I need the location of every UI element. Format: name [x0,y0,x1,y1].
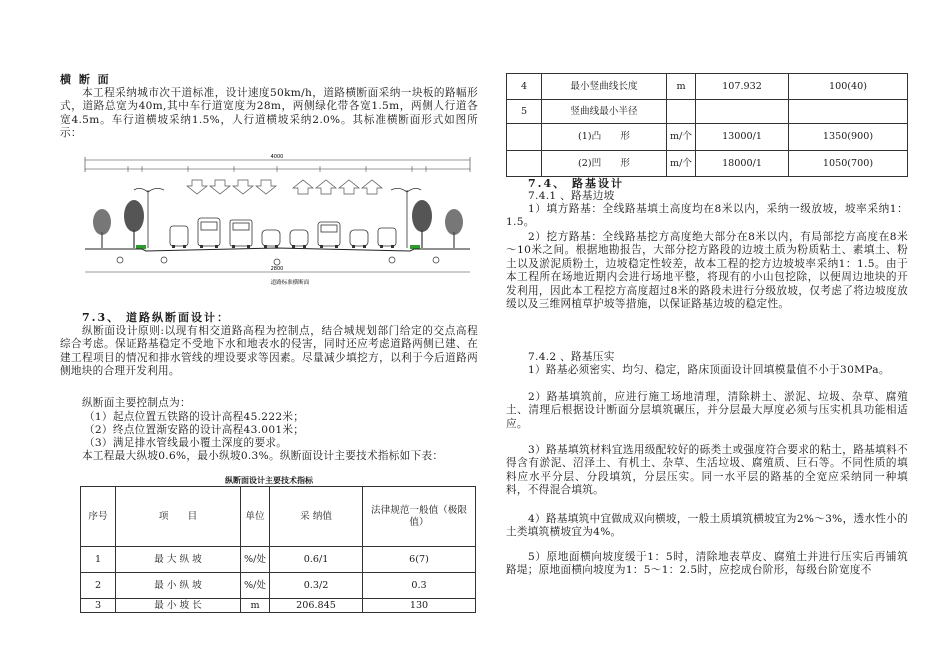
heading-cross-section: 横 断 面 [60,73,111,86]
table-row [507,100,908,124]
tree-left-inner [124,200,144,248]
cell-seq: 1 [81,547,116,573]
profile-criteria-table-part1 [80,486,476,613]
cell-standard: 6(7) [363,547,476,573]
subheading-subgrade-compaction: 7.4.2 、路基压实 [528,351,615,363]
green-belt-left [136,245,146,249]
drain-pipes [117,257,439,265]
cell-adopted: 18000/1 [696,151,789,177]
paragraph-fill-subgrade: 1）填方路基：全线路基填土高度均在8米以内，采纳一级放坡，坡率采纳1：1.5。 [506,203,908,229]
table-row [507,74,908,100]
control-point-1: （1）起点位置五铁路的设计高程45.222米； [84,411,305,423]
control-point-2: （2）终点位置渐安路的设计高程43.001米； [84,424,305,436]
control-points-intro: 纵断面主要控制点为： [82,397,191,409]
control-point-3: （3）满足排水管线最小覆土深度的要求。 [84,437,288,449]
header-standard: 法律规范一般值（极限值） [363,487,476,547]
header-seq: 序号 [81,487,116,547]
cell-standard: 1050(700) [789,151,908,177]
cell-seq: 3 [81,599,116,613]
cell-unit [667,100,696,124]
cell-item: (1)凸 形 [542,124,667,151]
paragraph-compaction-5: 5）原地面横向坡度缓于1：5时，清除地表草皮、腐殖土并进行压实后再铺筑路堤；原地面横向坡度为1：5～1：2.5时，应挖成台阶形，每级台阶宽度不 [506,551,908,577]
table-caption: 纵断面设计主要技术指标 [225,475,313,485]
cell-seq: 4 [507,74,542,100]
cell-standard: 0.3 [363,573,476,599]
paragraph-compaction-3: 3）路基填筑材料宜选用级配较好的砾类土或强度符合要求的粘土，路基填料不得含有淤泥、沼泽土、有机土、杂草、生活垃圾、腐殖质、巨石等。不同性质的填料应水平分层、分段填筑，分层压实。同一水平层的路基的全宽应采纳同一种填料，不得混合填筑。 [506,444,908,497]
cell-adopted: 0.3/2 [270,573,363,599]
cross-section-figure [80,150,475,290]
heading-profile-design: 7.3、 道路纵断面设计： [82,311,230,324]
table-row [81,599,476,613]
paragraph-compaction-4: 4）路基填筑中宜做成双向横坡，一般土质填筑横坡宜为2%～3%，透水性小的土类填筑横坡宜为4%。 [506,513,908,539]
tree-left-outer [93,209,111,248]
heading-subgrade-design: 7.4、 路基设计 [528,177,624,190]
lane-direction-arrows [187,180,382,194]
table-row [507,124,908,151]
cell-adopted: 13000/1 [696,124,789,151]
cell-standard: 130 [363,599,476,613]
cell-unit: m/个 [667,151,696,177]
header-adopted: 采 纳值 [270,487,363,547]
cell-seq [507,124,542,151]
subheading-subgrade-slope: 7.4.1 、路基边坡 [528,190,615,202]
slope-paragraph: 本工程最大纵坡0.6%，最小纵坡0.3%。纵断面设计主要技术指标如下表： [82,450,444,462]
paragraph-compaction-2: 2）路基填筑前，应进行施工场地清理，清除耕土、淤泥、垃圾、杂草、腐殖土、清理后根据设计断面分层填筑碾压，并分层最大厚度必须与压实机具功能相适应。 [506,391,908,430]
paragraph-compaction-1: 1）路基必须密实、均匀、稳定，路床顶面设计回填模量值不小于30MPa。 [528,364,890,376]
cell-adopted [696,100,789,124]
cell-item: 最 小 纵 坡 [116,573,241,599]
total-width-label: 4000 [270,154,284,160]
header-unit: 单位 [241,487,270,547]
cell-unit: m [667,74,696,100]
carriageway-width-label: 2800 [270,266,284,272]
green-belt-right [410,245,420,249]
table-row [81,547,476,573]
profile-criteria-table-part2 [506,73,908,177]
cell-unit: %/处 [241,573,270,599]
table-row [507,151,908,177]
cell-item: 最 小 坡 长 [116,599,241,613]
cell-unit: m/个 [667,124,696,151]
tree-right-inner [412,200,432,248]
header-item: 项 目 [116,487,241,547]
cell-adopted: 0.6/1 [270,547,363,573]
figure-caption: 道路标准横断面 [270,280,310,286]
cell-unit: m [241,599,270,613]
cell-seq: 2 [81,573,116,599]
cell-item: 最小竖曲线长度 [542,74,667,100]
cell-seq: 5 [507,100,542,124]
cell-standard: 100(40) [789,74,908,100]
cell-unit: %/处 [241,547,270,573]
cell-item: (2)凹 形 [542,151,667,177]
cell-standard [789,100,908,124]
cell-item: 竖曲线最小半径 [542,100,667,124]
vehicles [170,218,396,246]
cross-section-paragraph: 本工程采纳城市次干道标准，设计速度50km/h，道路横断面采纳一块板的路幅形式，道路总宽为40m,其中车行道宽度为28m，两侧绿化带各宽1.5m，两侧人行道各宽4.5m。车行道横坡采纳1.5%，人行道横坡采纳2.0%。其标准横断面形式如图所示： [60,87,478,140]
tree-right-outer [445,209,463,248]
cell-seq [507,151,542,177]
table-row [81,573,476,599]
profile-principle-paragraph: 纵断面设计原则:以现有相交道路高程为控制点，结合城规划部门给定的交点高程综合考虑。保证路基稳定不受地下水和地表水的侵害，同时还应考虑道路两侧已建、在建工程项目的情况和排水管线的埋设要求等因素。尽量减少填挖方，以利于今后道路两侧地块的合理开发利用。 [60,325,478,378]
cell-item: 最 大 纵 坡 [116,547,241,573]
cell-standard: 1350(900) [789,124,908,151]
paragraph-cut-subgrade: 2）挖方路基：全线路基挖方高度绝大部分在8米以内，有局部挖方高度在8米～10米之间。根据地勘报告，大部分挖方路段的边坡土质为粉质粘土、素填土、粉土以及淤泥质粉土，边坡稳定性较差，故本工程的挖方边坡坡率采纳1：1.5。由于本工程所在场地近期内会进行场地平整，将现有的小山包挖除，以便周边地块的开发利用，因此本工程挖方高度超过8米的路段未进行分级放坡，仅考虑了将边坡度放缓以及三维网植草护坡等措施，以保证路基边坡的稳定性。 [506,231,908,311]
cell-adopted: 107.932 [696,74,789,100]
cell-adopted: 206.845 [270,599,363,613]
table-header-row [81,487,476,547]
